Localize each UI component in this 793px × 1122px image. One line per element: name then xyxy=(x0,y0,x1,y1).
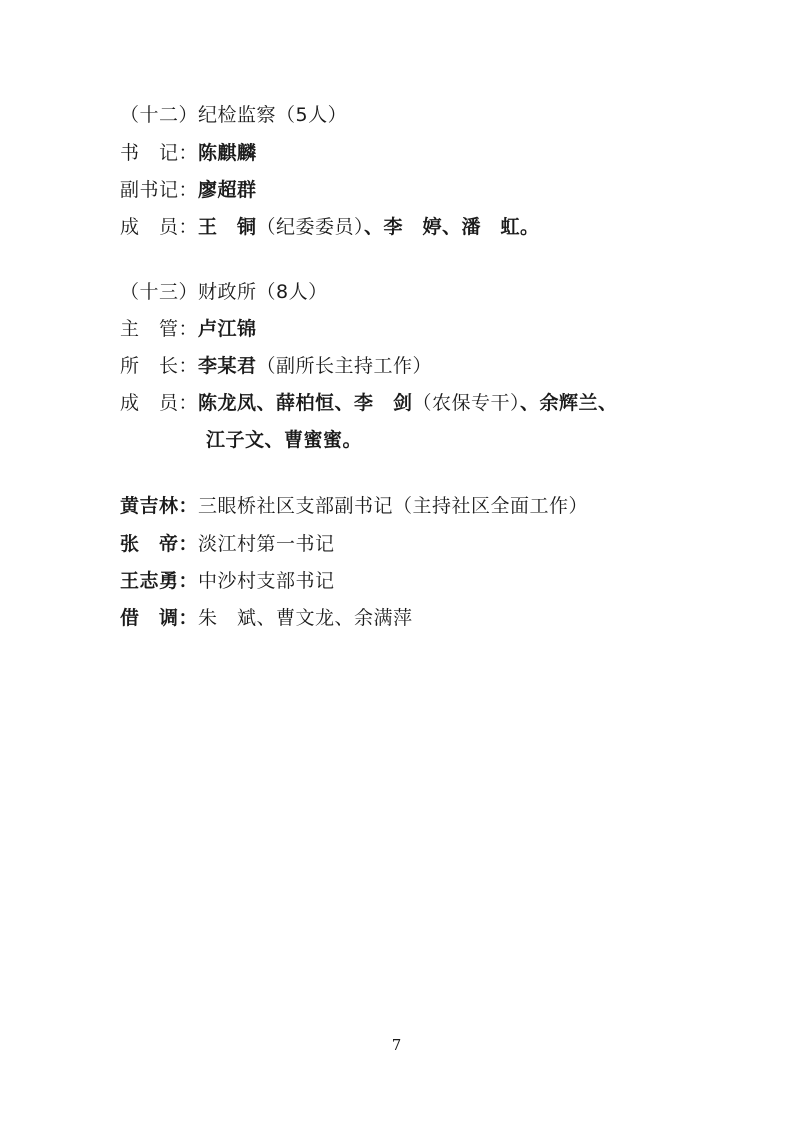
other-name: 王志勇： xyxy=(120,570,199,592)
other-row xyxy=(120,531,335,557)
section13-supervisor-row xyxy=(120,316,257,342)
member-note: （纪委委员） xyxy=(256,216,365,238)
section12-members-row xyxy=(120,214,540,240)
secretary-name: 陈麒麟 xyxy=(198,142,257,164)
members-list: 、李 婷、潘 虹。 xyxy=(364,216,540,238)
other-row xyxy=(120,493,588,519)
deputy-label: 副书记： xyxy=(120,179,199,201)
members-label: 成 员： xyxy=(120,216,199,238)
other-role: 淡江村第一书记 xyxy=(198,533,335,555)
members-label: 成 员： xyxy=(120,392,199,414)
other-role: 朱 斌、曹文龙、余满萍 xyxy=(198,607,413,629)
supervisor-label: 主 管： xyxy=(120,318,199,340)
director-label: 所 长： xyxy=(120,355,199,377)
other-name: 借 调： xyxy=(120,607,199,629)
other-row xyxy=(120,568,335,594)
page-number: 7 xyxy=(391,1036,402,1054)
director-note: （副所长主持工作） xyxy=(256,355,433,377)
member-note: （农保专干） xyxy=(412,392,521,414)
section13-director-row xyxy=(120,353,432,379)
members-list-continued: 江子文、曹蜜蜜。 xyxy=(206,429,363,451)
section12-heading xyxy=(120,102,347,128)
director-name: 李某君 xyxy=(198,355,257,377)
other-name: 张 帝： xyxy=(120,533,199,555)
deputy-name: 廖超群 xyxy=(198,179,257,201)
other-row xyxy=(120,605,413,631)
section12-secretary-row xyxy=(120,140,257,166)
section13-members-row-2 xyxy=(206,427,362,453)
members-list-end: 、余辉兰、 xyxy=(520,392,618,414)
other-role: 中沙村支部书记 xyxy=(198,570,335,592)
other-name: 黄吉林： xyxy=(120,495,199,517)
section13-members-row xyxy=(120,390,618,416)
section12-deputy-row xyxy=(120,177,257,203)
section13-heading-text: （十三）财政所（8人） xyxy=(120,281,328,303)
other-role: 三眼桥社区支部副书记（主持社区全面工作） xyxy=(198,495,589,517)
secretary-label: 书 记： xyxy=(120,142,199,164)
members-list: 陈龙凤、薛柏恒、李 剑 xyxy=(198,392,413,414)
section13-heading xyxy=(120,279,328,305)
member-name: 王 铜 xyxy=(198,216,257,238)
supervisor-name: 卢江锦 xyxy=(198,318,257,340)
section12-heading-text: （十二）纪检监察（5人） xyxy=(120,104,348,126)
